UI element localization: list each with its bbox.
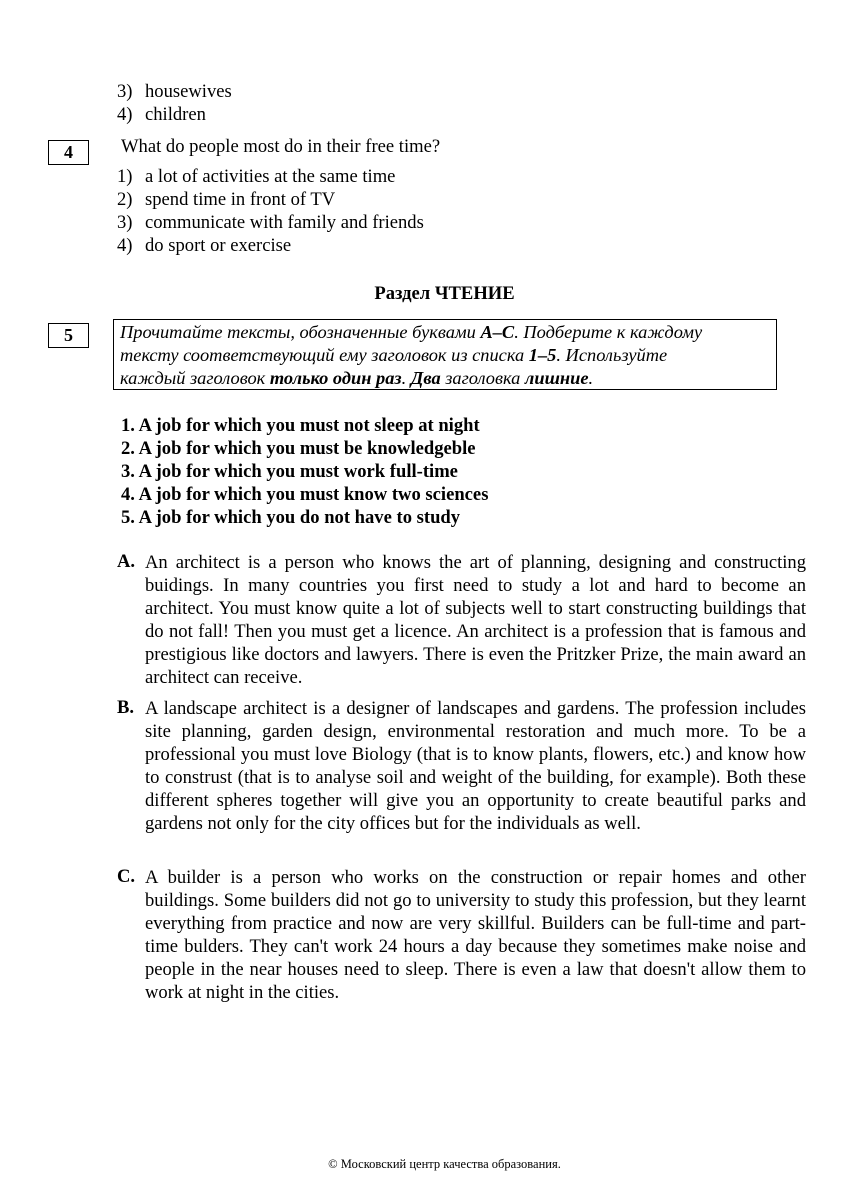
option-number: 1) bbox=[117, 166, 133, 187]
option-number: 3) bbox=[117, 81, 133, 102]
option-text: a lot of activities at the same time bbox=[145, 166, 396, 187]
option-number: 4) bbox=[117, 235, 133, 256]
question-number-box: 4 bbox=[48, 140, 89, 165]
heading-item: 1. A job for which you must not sleep at night bbox=[121, 415, 480, 436]
passage-letter: C. bbox=[117, 866, 136, 887]
instruction-box bbox=[113, 319, 777, 390]
heading-item: 2. A job for which you must be knowledgeble bbox=[121, 438, 476, 459]
option-text: spend time in front of TV bbox=[145, 189, 336, 210]
task-number-box: 5 bbox=[48, 323, 89, 348]
option-number: 4) bbox=[117, 104, 133, 125]
text-passage-a bbox=[117, 551, 806, 689]
option-number: 3) bbox=[117, 212, 133, 233]
option-item bbox=[117, 80, 232, 103]
option-item bbox=[117, 211, 424, 234]
option-text: children bbox=[145, 104, 206, 125]
passage-body: A builder is a person who works on the construction or repair homes and other buildings. Some builders did not go to university to study this profession, but they learnt everything from practice and now are very skillful. Builders can be full-time and part-time bulders. They can't work 24 hours a day because they sometimes make noise and people in the near houses need to sleep. There is even a law that doesn't allow them to work at night in the cities. bbox=[145, 867, 806, 1003]
option-item bbox=[117, 165, 395, 188]
text-passage-b bbox=[117, 697, 806, 835]
option-text: housewives bbox=[145, 81, 232, 102]
option-item bbox=[117, 188, 335, 211]
text-passage-c bbox=[117, 866, 806, 1004]
option-text: communicate with family and friends bbox=[145, 212, 424, 233]
option-text: do sport or exercise bbox=[145, 235, 292, 256]
passage-letter: B. bbox=[117, 697, 135, 718]
question-text: What do people most do in their free time? bbox=[121, 136, 441, 157]
heading-item: 5. A job for which you do not have to study bbox=[121, 507, 461, 528]
footer-copyright: © Московский центр качества образования. bbox=[328, 1157, 561, 1171]
instruction-line: Прочитайте тексты, обозначенные буквами A–C. Подберите к каждому bbox=[120, 322, 703, 342]
instruction-line: каждый заголовок только один раз. Два заголовка лишние. bbox=[120, 368, 594, 388]
section-title: Раздел ЧТЕНИЕ bbox=[374, 283, 515, 304]
option-item bbox=[117, 234, 291, 257]
heading-item: 3. A job for which you must work full-time bbox=[121, 461, 458, 482]
heading-item: 4. A job for which you must know two sciences bbox=[121, 484, 489, 505]
headings-list bbox=[121, 414, 488, 529]
passage-body: A landscape architect is a designer of landscapes and gardens. The profession includes site planning, garden design, environmental restoration and much more. To be a professional you must love Biology (that is to know plants, flowers, etc.) and know how to construst (that is to analyse soil and weight of the building, for example). Both these different spheres together will give you an opportunity to create beautiful parks and gardens not only for the city offices but for the individuals as well. bbox=[145, 698, 806, 834]
passage-body: An architect is a person who knows the art of planning, designing and constructing buidings. In many countries you first need to study a lot and hard to become an architect. You must know quite a lot of subjects well to start constructing buildings that do not fall! Then you must get a licence. An architect is a profession that is famous and prestigious like doctors and lawyers. There is even the Pritzker Prize, the main award an architect can receive. bbox=[145, 552, 806, 688]
option-item bbox=[117, 103, 206, 126]
passage-letter: A. bbox=[117, 551, 136, 572]
option-number: 2) bbox=[117, 189, 133, 210]
instruction-line: тексту соответствующий ему заголовок из списка 1–5. Используйте bbox=[120, 345, 668, 365]
